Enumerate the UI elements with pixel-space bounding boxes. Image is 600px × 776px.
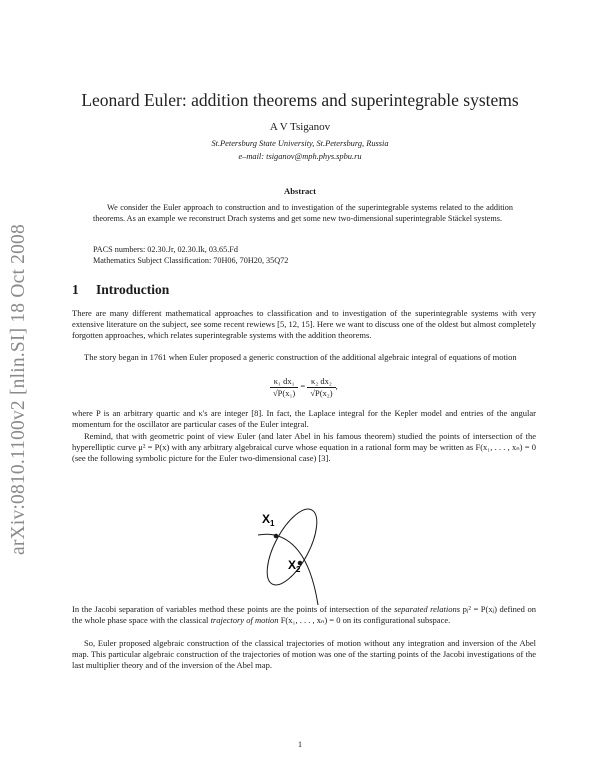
author-name: A V Tsiganov: [269, 121, 331, 133]
paragraph-conclusion: So, Euler proposed algebraic construction of the classical trajectories of motion without any integration and inversion of the Abel map. This particular algebraic construction of the trajectories of motion was one of the starting points of the Jacobi investigations of the last multiplier theory and of the inversion of the Abel map.: [72, 638, 536, 671]
abstract-text: We consider the Euler approach to construction and to investigation of the superintegrable systems related to the addition theorems. As an example we reconstruct Drach systems and get some new two-dimensional superintegrable Stäckel systems.: [93, 203, 513, 224]
equation-lhs: $\frac{\text{κ₁ dx₁}}{\text{√P(x₁)}}$: [270, 376, 298, 398]
paragraph-remind: Remind, that with geometric point of view Euler (and later Abel in his famous theorem) studied the points of intersection of the hyperelliptic curve μ² = P(x) with any arbitrary algebraical curve whose equation in a rational form may be written as F(x₁, . . . , xₙ) = 0 (see the following symbolic picture for the Euler two-dimensional case) [3].: [72, 431, 536, 464]
section-heading: [72, 282, 169, 298]
classification-block: [93, 244, 288, 267]
pacs-numbers: PACS numbers: 02.30.Jr, 02.30.Ik, 03.65.Fd: [93, 245, 238, 254]
page-number: 1: [297, 739, 303, 749]
arxiv-stamp: arXiv:0810.1100v2 [nlin.SI] 18 Oct 2008: [8, 224, 29, 555]
affiliation-block: [0, 137, 600, 163]
section-number: 1: [72, 282, 79, 297]
euler-equation: $\frac{\text{κ₁ dx₁}}{\text{√P(x₁)}}$ = $\frac{\text{κ₂ dx₂}}{\text{√P(x₂)}}$ ,: [270, 376, 338, 398]
point-label-x2: $X_2$: [288, 558, 301, 574]
paragraph-where: where P is an arbitrary quartic and κ's are integer [8]. In fact, the Laplace integral for the Kepler model and entries of the angular momentum for the oscillator are particular cases of the Euler integral.: [72, 408, 536, 430]
equation-equals: =: [300, 380, 306, 391]
paragraph-intro: There are many different mathematical approaches to classification and to investigation of the superintegrable systems with very extensive literature on the subject, see some recent rewiews [5, 12, 15]. Here we want to discuss one of the oldest but almost completely forgotten approaches, which relates superintegrable systems with the addition theorems.: [72, 308, 536, 341]
section-title: Introduction: [96, 282, 170, 297]
paragraph-story: The story began in 1761 when Euler proposed a generic construction of the additional algebraic integral of equations of motion: [84, 352, 517, 362]
author-email: e–mail: tsiganov@mph.phys.spbu.ru: [238, 152, 362, 161]
msc-numbers: Mathematics Subject Classification: 70H06, 70H20, 35Q72: [93, 256, 289, 266]
intersection-figure: [250, 495, 340, 605]
paper-title: Leonard Euler: addition theorems and superintegrable systems: [81, 90, 519, 110]
intersection-point-1: [274, 534, 279, 539]
affiliation: St.Petersburg State University, St.Petersburg, Russia: [211, 139, 389, 148]
equation-rhs: $\frac{\text{κ₂ dx₂}}{\text{√P(x₂)}}$: [307, 376, 335, 398]
abstract-heading: Abstract: [284, 186, 316, 196]
point-label-x1: $X_1$: [262, 512, 275, 528]
paragraph-jacobi: In the Jacobi separation of variables method these points are the points of intersection of the separated relations pⱼ² = P(xⱼ) defined on the whole phase space with the classical trajectory of motion F(x₁, . . . , xₙ) = 0 on its configurational subspace.: [72, 604, 536, 626]
